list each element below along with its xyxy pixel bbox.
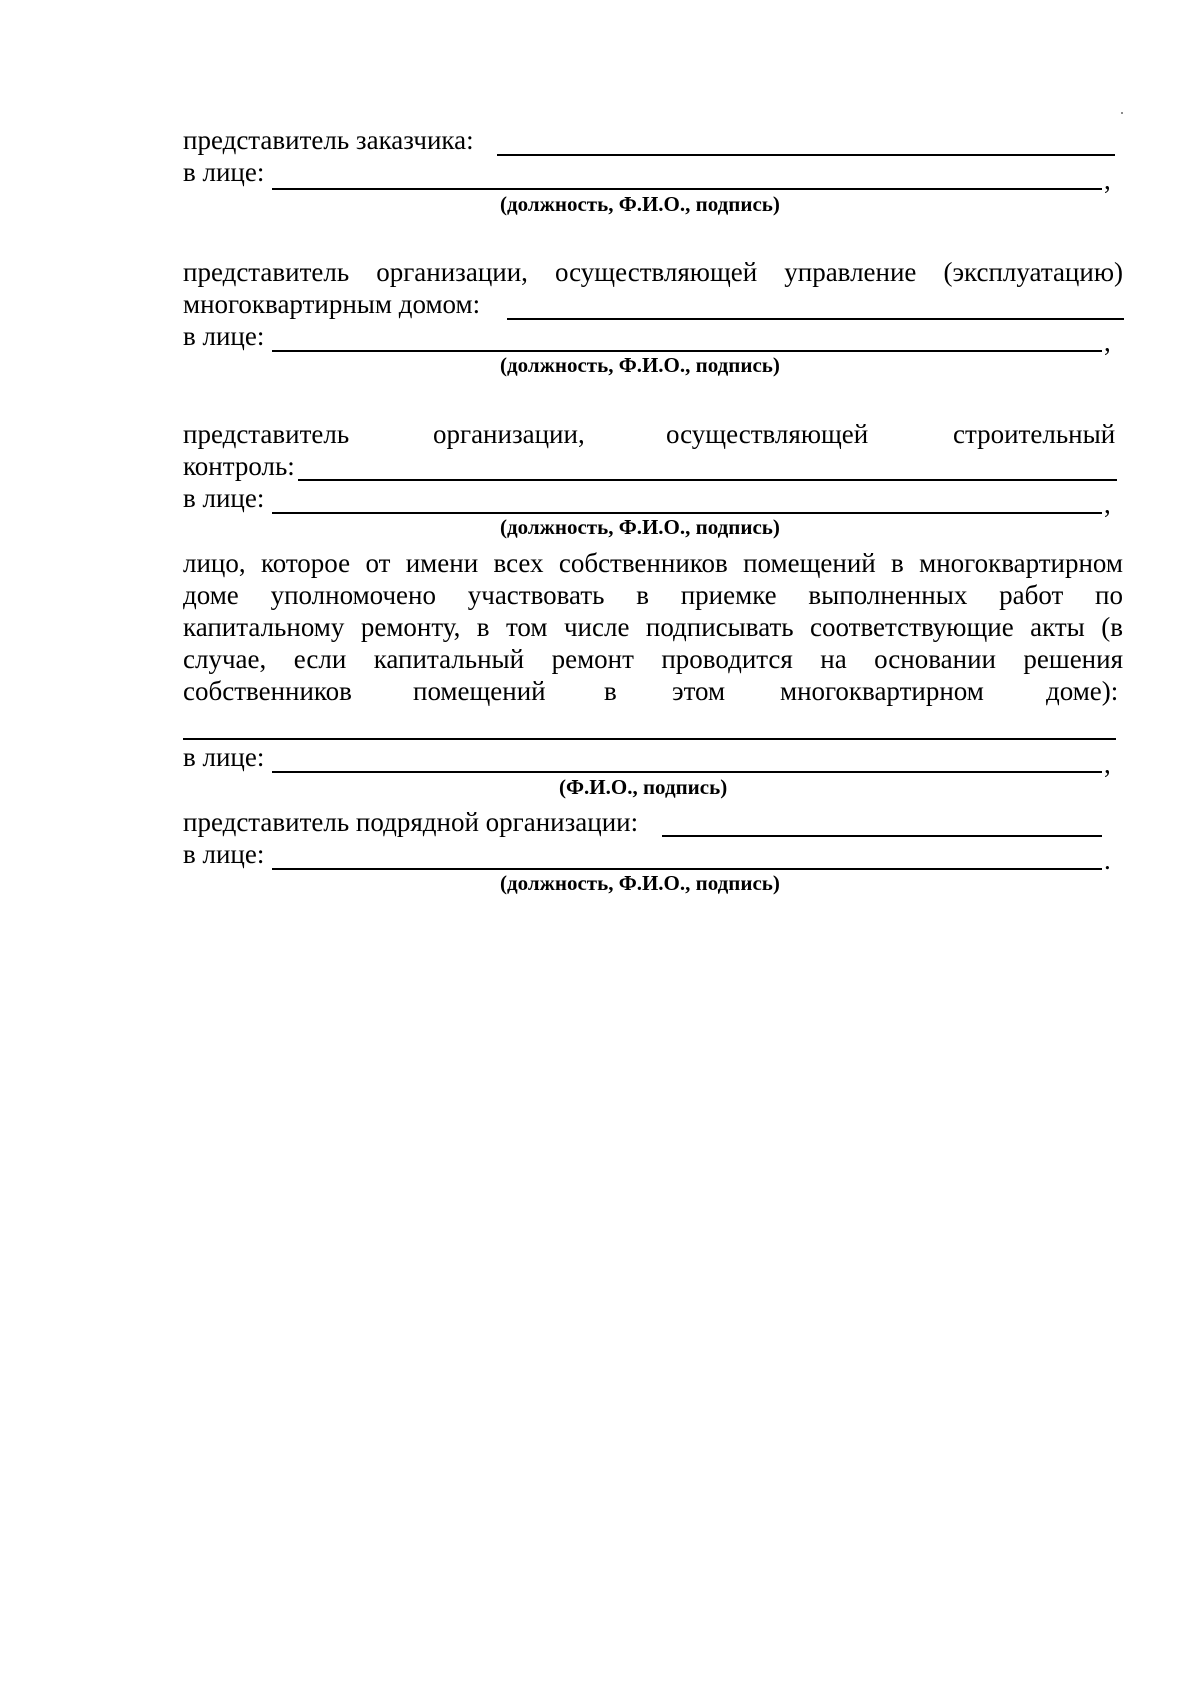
management-org-field[interactable] [507, 318, 1124, 320]
management-org-label-line2: многоквартирным домом: [183, 289, 481, 319]
in-person-label: в лице: [183, 742, 265, 772]
signature-caption: (Ф.И.О., подпись) [559, 775, 728, 799]
contractor-representative-label: представитель подрядной организации: [183, 807, 639, 837]
in-person-label: в лице: [183, 157, 265, 187]
owners-paragraph-word-4: этом [672, 676, 726, 706]
construction-control-word-1: представитель [183, 419, 350, 449]
construction-control-word-4: строительный [953, 419, 1116, 449]
construction-control-field[interactable] [298, 479, 1117, 481]
in-person-field[interactable] [272, 771, 1102, 773]
scan-speck [1121, 112, 1123, 114]
in-person-field[interactable] [272, 868, 1102, 870]
management-org-label-line1: представитель организации, осуществляющей управление (эксплуатацию) [183, 257, 1123, 287]
in-person-label: в лице: [183, 483, 265, 513]
signature-caption: (должность, Ф.И.О., подпись) [500, 353, 780, 377]
owners-authorized-person-field[interactable] [183, 738, 1116, 740]
trailing-comma: , [1104, 165, 1111, 195]
construction-control-word-2: организации, [433, 419, 585, 449]
owners-paragraph-line2: доме уполномочено участвовать в приемке выполненных работ по [183, 580, 1123, 610]
owners-paragraph-word-1: собственников [183, 676, 352, 706]
signature-caption: (должность, Ф.И.О., подпись) [500, 192, 780, 216]
owners-paragraph-word-2: помещений [413, 676, 546, 706]
in-person-field[interactable] [272, 188, 1102, 190]
in-person-label: в лице: [183, 839, 265, 869]
in-person-field[interactable] [272, 350, 1102, 352]
trailing-comma: , [1104, 327, 1111, 357]
construction-control-label-line2: контроль: [183, 451, 295, 481]
in-person-field[interactable] [272, 512, 1102, 514]
owners-paragraph-line1: лицо, которое от имени всех собственников помещений в многоквартирном [183, 548, 1123, 578]
trailing-comma: , [1104, 749, 1111, 779]
owners-paragraph-word-3: в [604, 676, 617, 706]
owners-paragraph-line4: случае, если капитальный ремонт проводится на основании решения [183, 644, 1123, 674]
signature-caption: (должность, Ф.И.О., подпись) [500, 515, 780, 539]
trailing-period: . [1104, 845, 1111, 875]
owners-paragraph-word-5: многоквартирном [780, 676, 984, 706]
construction-control-word-3: осуществляющей [666, 419, 869, 449]
customer-representative-field[interactable] [497, 154, 1115, 156]
in-person-label: в лице: [183, 321, 265, 351]
contractor-representative-field[interactable] [662, 835, 1102, 837]
customer-representative-label: представитель заказчика: [183, 125, 474, 155]
owners-paragraph-line3: капитальному ремонту, в том числе подписывать соответствующие акты (в [183, 612, 1123, 642]
owners-paragraph-word-6: доме): [1046, 676, 1119, 706]
signature-caption: (должность, Ф.И.О., подпись) [500, 871, 780, 895]
trailing-comma: , [1104, 489, 1111, 519]
